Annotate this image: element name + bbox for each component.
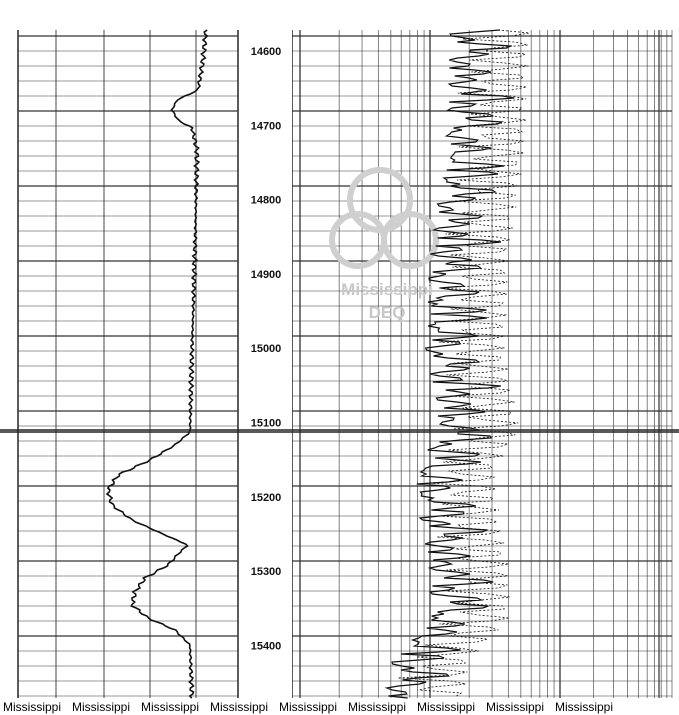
footer-watermark-text: Mississippi — [417, 700, 476, 714]
footer-watermark-text: Mississippi — [279, 700, 338, 714]
depth-label: 15300 — [250, 566, 282, 579]
depth-label: 15200 — [250, 491, 282, 504]
watermark-line-1: Mississippi — [341, 280, 433, 299]
depth-label: 15000 — [250, 343, 282, 356]
footer-watermark-row — [0, 700, 679, 715]
depth-scale — [240, 22, 292, 698]
depth-label: 14700 — [250, 120, 282, 133]
footer-watermark-text: Mississippi — [348, 700, 407, 714]
footer-watermark-text: Mississippi — [3, 700, 62, 714]
depth-label: 14800 — [250, 194, 282, 207]
footer-watermark-text: Mississippi — [210, 700, 269, 714]
footer-watermark-text: Mississippi — [141, 700, 200, 714]
footer-watermark-text: Mississippi — [486, 700, 545, 714]
footer-watermark-text: Mississippi — [72, 700, 131, 714]
watermark-line-2: DEQ — [368, 303, 406, 322]
depth-label: 15400 — [250, 640, 282, 653]
depth-label: 14600 — [250, 46, 282, 58]
depth-label: 14900 — [250, 268, 282, 281]
depth-label: 15100 — [250, 417, 282, 430]
footer-watermark-text: Mississippi — [555, 700, 614, 714]
